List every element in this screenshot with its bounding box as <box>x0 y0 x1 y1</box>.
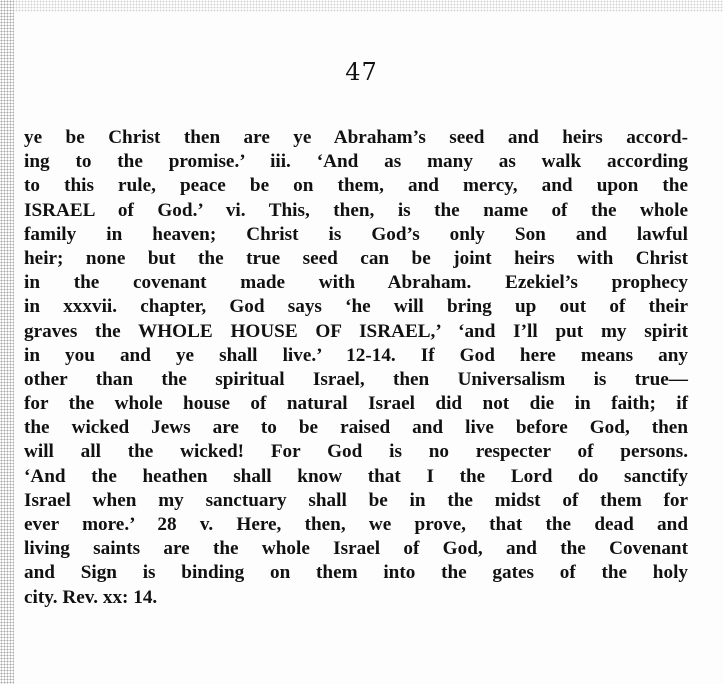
text-line: ‘And the heathen shall know that I the Lord do sanctify <box>24 465 688 487</box>
text-line: family in heaven; Christ is God’s only Son and lawful <box>24 223 688 245</box>
scan-edge-top <box>0 0 723 12</box>
body-text <box>24 126 688 610</box>
text-line: ever more.’ 28 v. Here, then, we prove, that the dead and <box>24 514 688 535</box>
text-line: ye be Christ then are ye Abraham’s seed and heirs accord- <box>24 127 688 148</box>
text-line: heir; none but the true seed can be joint heirs with Christ <box>24 247 688 269</box>
text-line: city. Rev. xx: 14. <box>24 586 158 608</box>
scan-edge-left <box>0 0 14 684</box>
text-line: in xxxvii. chapter, God says ‘he will bring up out of their <box>24 296 688 318</box>
text-line: to this rule, peace be on them, and mercy, and upon the <box>24 175 688 197</box>
text-line: and Sign is binding on them into the gates of the holy <box>24 562 688 584</box>
text-line: for the whole house of natural Israel did not die in faith; if <box>24 393 688 415</box>
text-line: the wicked Jews are to be raised and live before God, then <box>24 417 688 439</box>
page-number: 47 <box>345 58 378 86</box>
text-line: other than the spiritual Israel, then Universalism is true— <box>24 368 688 390</box>
text-line: in the covenant made with Abraham. Ezekiel’s prophecy <box>24 272 688 294</box>
text-line: ing to the promise.’ iii. ‘And as many as walk according <box>24 151 688 173</box>
text-line: graves the WHOLE HOUSE OF ISRAEL,’ ‘and I’ll put my spirit <box>24 320 688 342</box>
text-line: in you and ye shall live.’ 12-14. If God here means any <box>24 344 688 366</box>
text-line: will all the wicked! For God is no respecter of persons. <box>24 441 688 463</box>
text-line: living saints are the whole Israel of God, and the Covenant <box>24 538 688 560</box>
text-line: ISRAEL of God.’ vi. This, then, is the name of the whole <box>24 199 688 221</box>
text-line: Israel when my sanctuary shall be in the midst of them for <box>24 489 688 511</box>
